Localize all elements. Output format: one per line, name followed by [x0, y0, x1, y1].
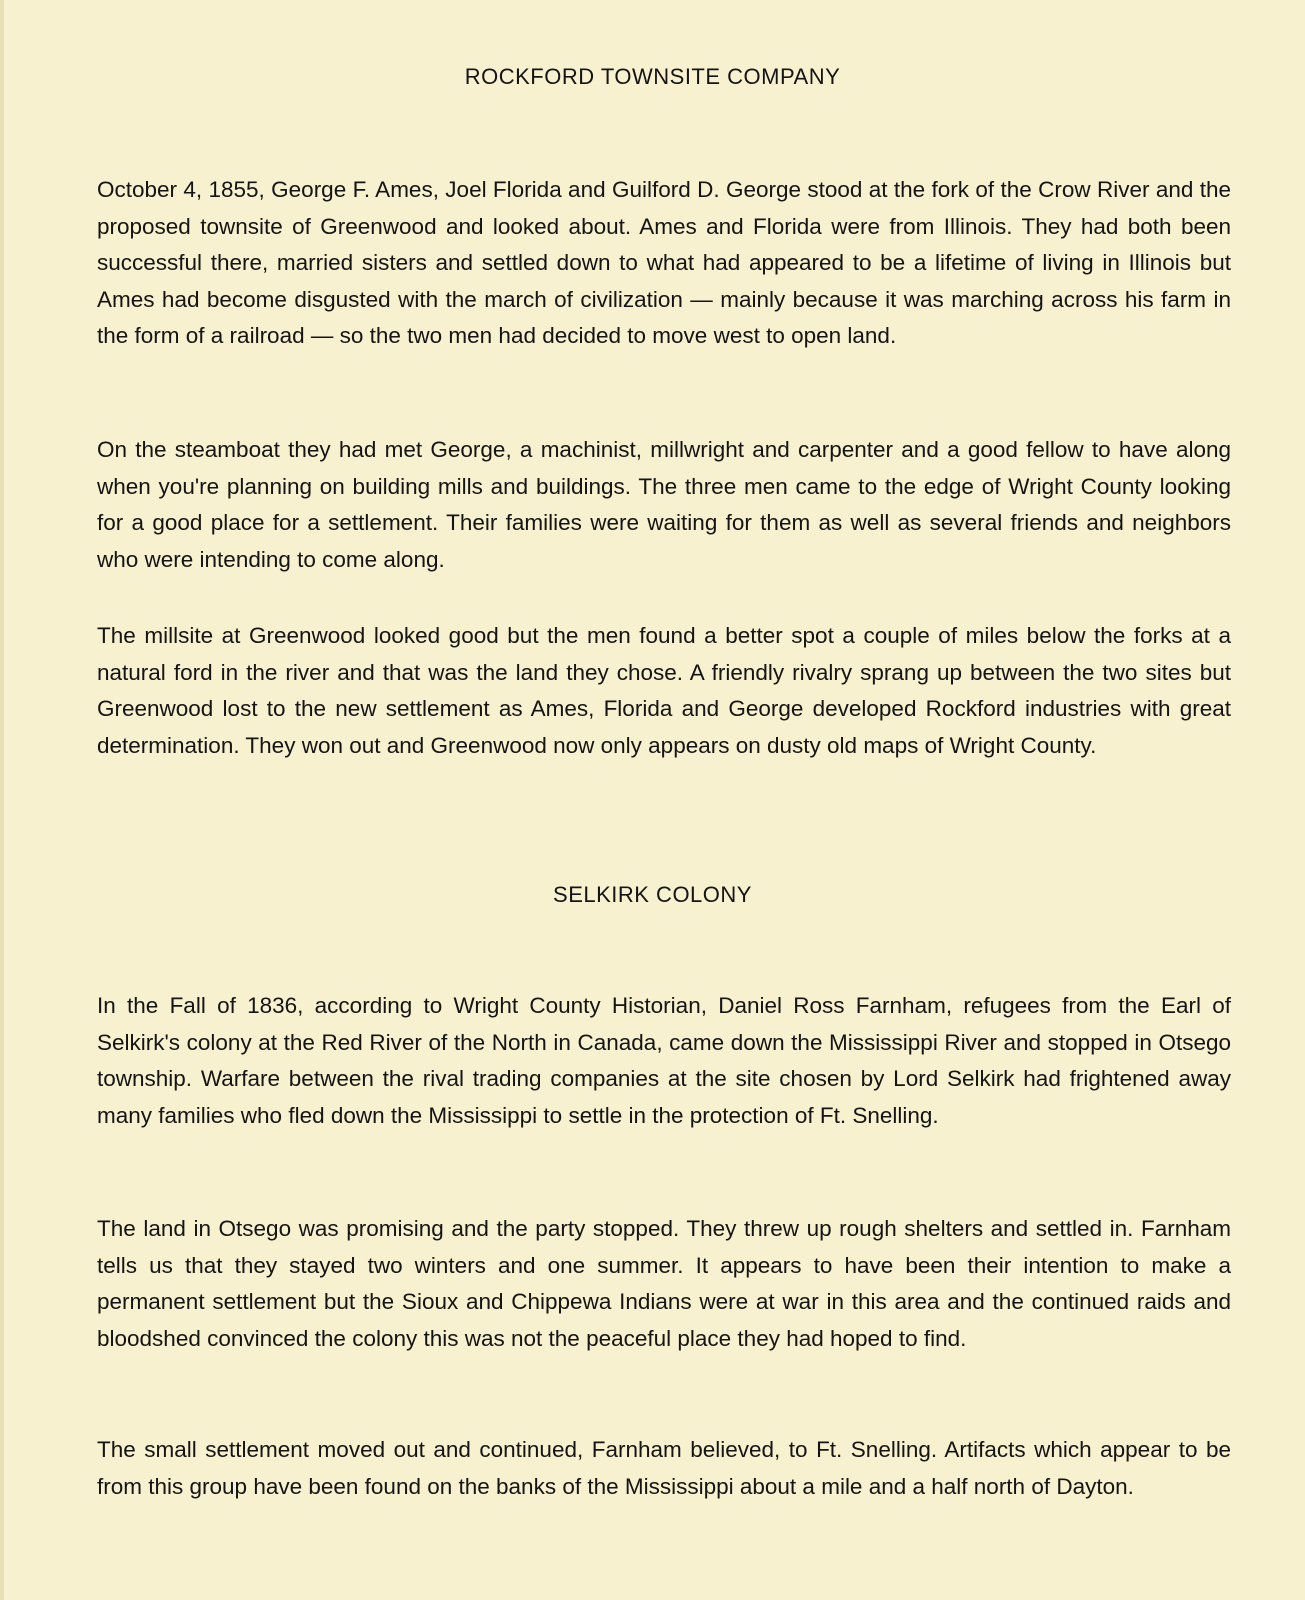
paragraph-rockford-3: The millsite at Greenwood looked good but the men found a better spot a couple of miles below the forks at a natural ford in the river and that was the land they chose. A friendly rivalry sprang up between the two sites but Greenwood lost to the new settlement as Ames, Florida and George developed Rockford industries with great determination. They won out and Greenwood now only appears on dusty old maps of Wright County.	[97, 623, 1231, 758]
page-edge	[0, 0, 4, 1600]
paragraph-selkirk-3: The small settlement moved out and continued, Farnham believed, to Ft. Snelling. Artifacts which appear to be from this group have been found on the banks of the Mississippi about a mile and a half north of Dayton.	[97, 1437, 1231, 1499]
section-heading-rockford: ROCKFORD TOWNSITE COMPANY	[464, 64, 841, 89]
section-heading-selkirk: SELKIRK COLONY	[553, 882, 752, 907]
paragraph-selkirk-1: In the Fall of 1836, according to Wright County Historian, Daniel Ross Farnham, refugees from the Earl of Selkirk's colony at the Red River of the North in Canada, came down the Mississippi River and stopped in Otsego township. Warfare between the rival trading companies at the site chosen by Lord Selkirk had frightened away many families who fled down the Mississippi to settle in the protection of Ft. Snelling.	[97, 993, 1231, 1128]
paragraph-rockford-1: October 4, 1855, George F. Ames, Joel Florida and Guilford D. George stood at the fork of the Crow River and the proposed townsite of Greenwood and looked about. Ames and Florida were from Illinois. They had both been successful there, married sisters and settled down to what had appeared to be a lifetime of living in Illinois but Ames had become disgusted with the march of civilization — mainly because it was marching across his farm in the form of a railroad — so the two men had decided to move west to open land.	[97, 177, 1231, 348]
paragraph-rockford-2: On the steamboat they had met George, a machinist, millwright and carpenter and a good fellow to have along when you're planning on building mills and buildings. The three men came to the edge of Wright County looking for a good place for a settlement. Their families were waiting for them as well as several friends and neighbors who were intending to come along.	[97, 437, 1231, 572]
paragraph-selkirk-2: The land in Otsego was promising and the party stopped. They threw up rough shelters and settled in. Farnham tells us that they stayed two winters and one summer. It appears to have been their intention to make a permanent settlement but the Sioux and Chippewa Indians were at war in this area and the continued raids and bloodshed convinced the colony this was not the peaceful place they had hoped to find.	[97, 1216, 1231, 1351]
